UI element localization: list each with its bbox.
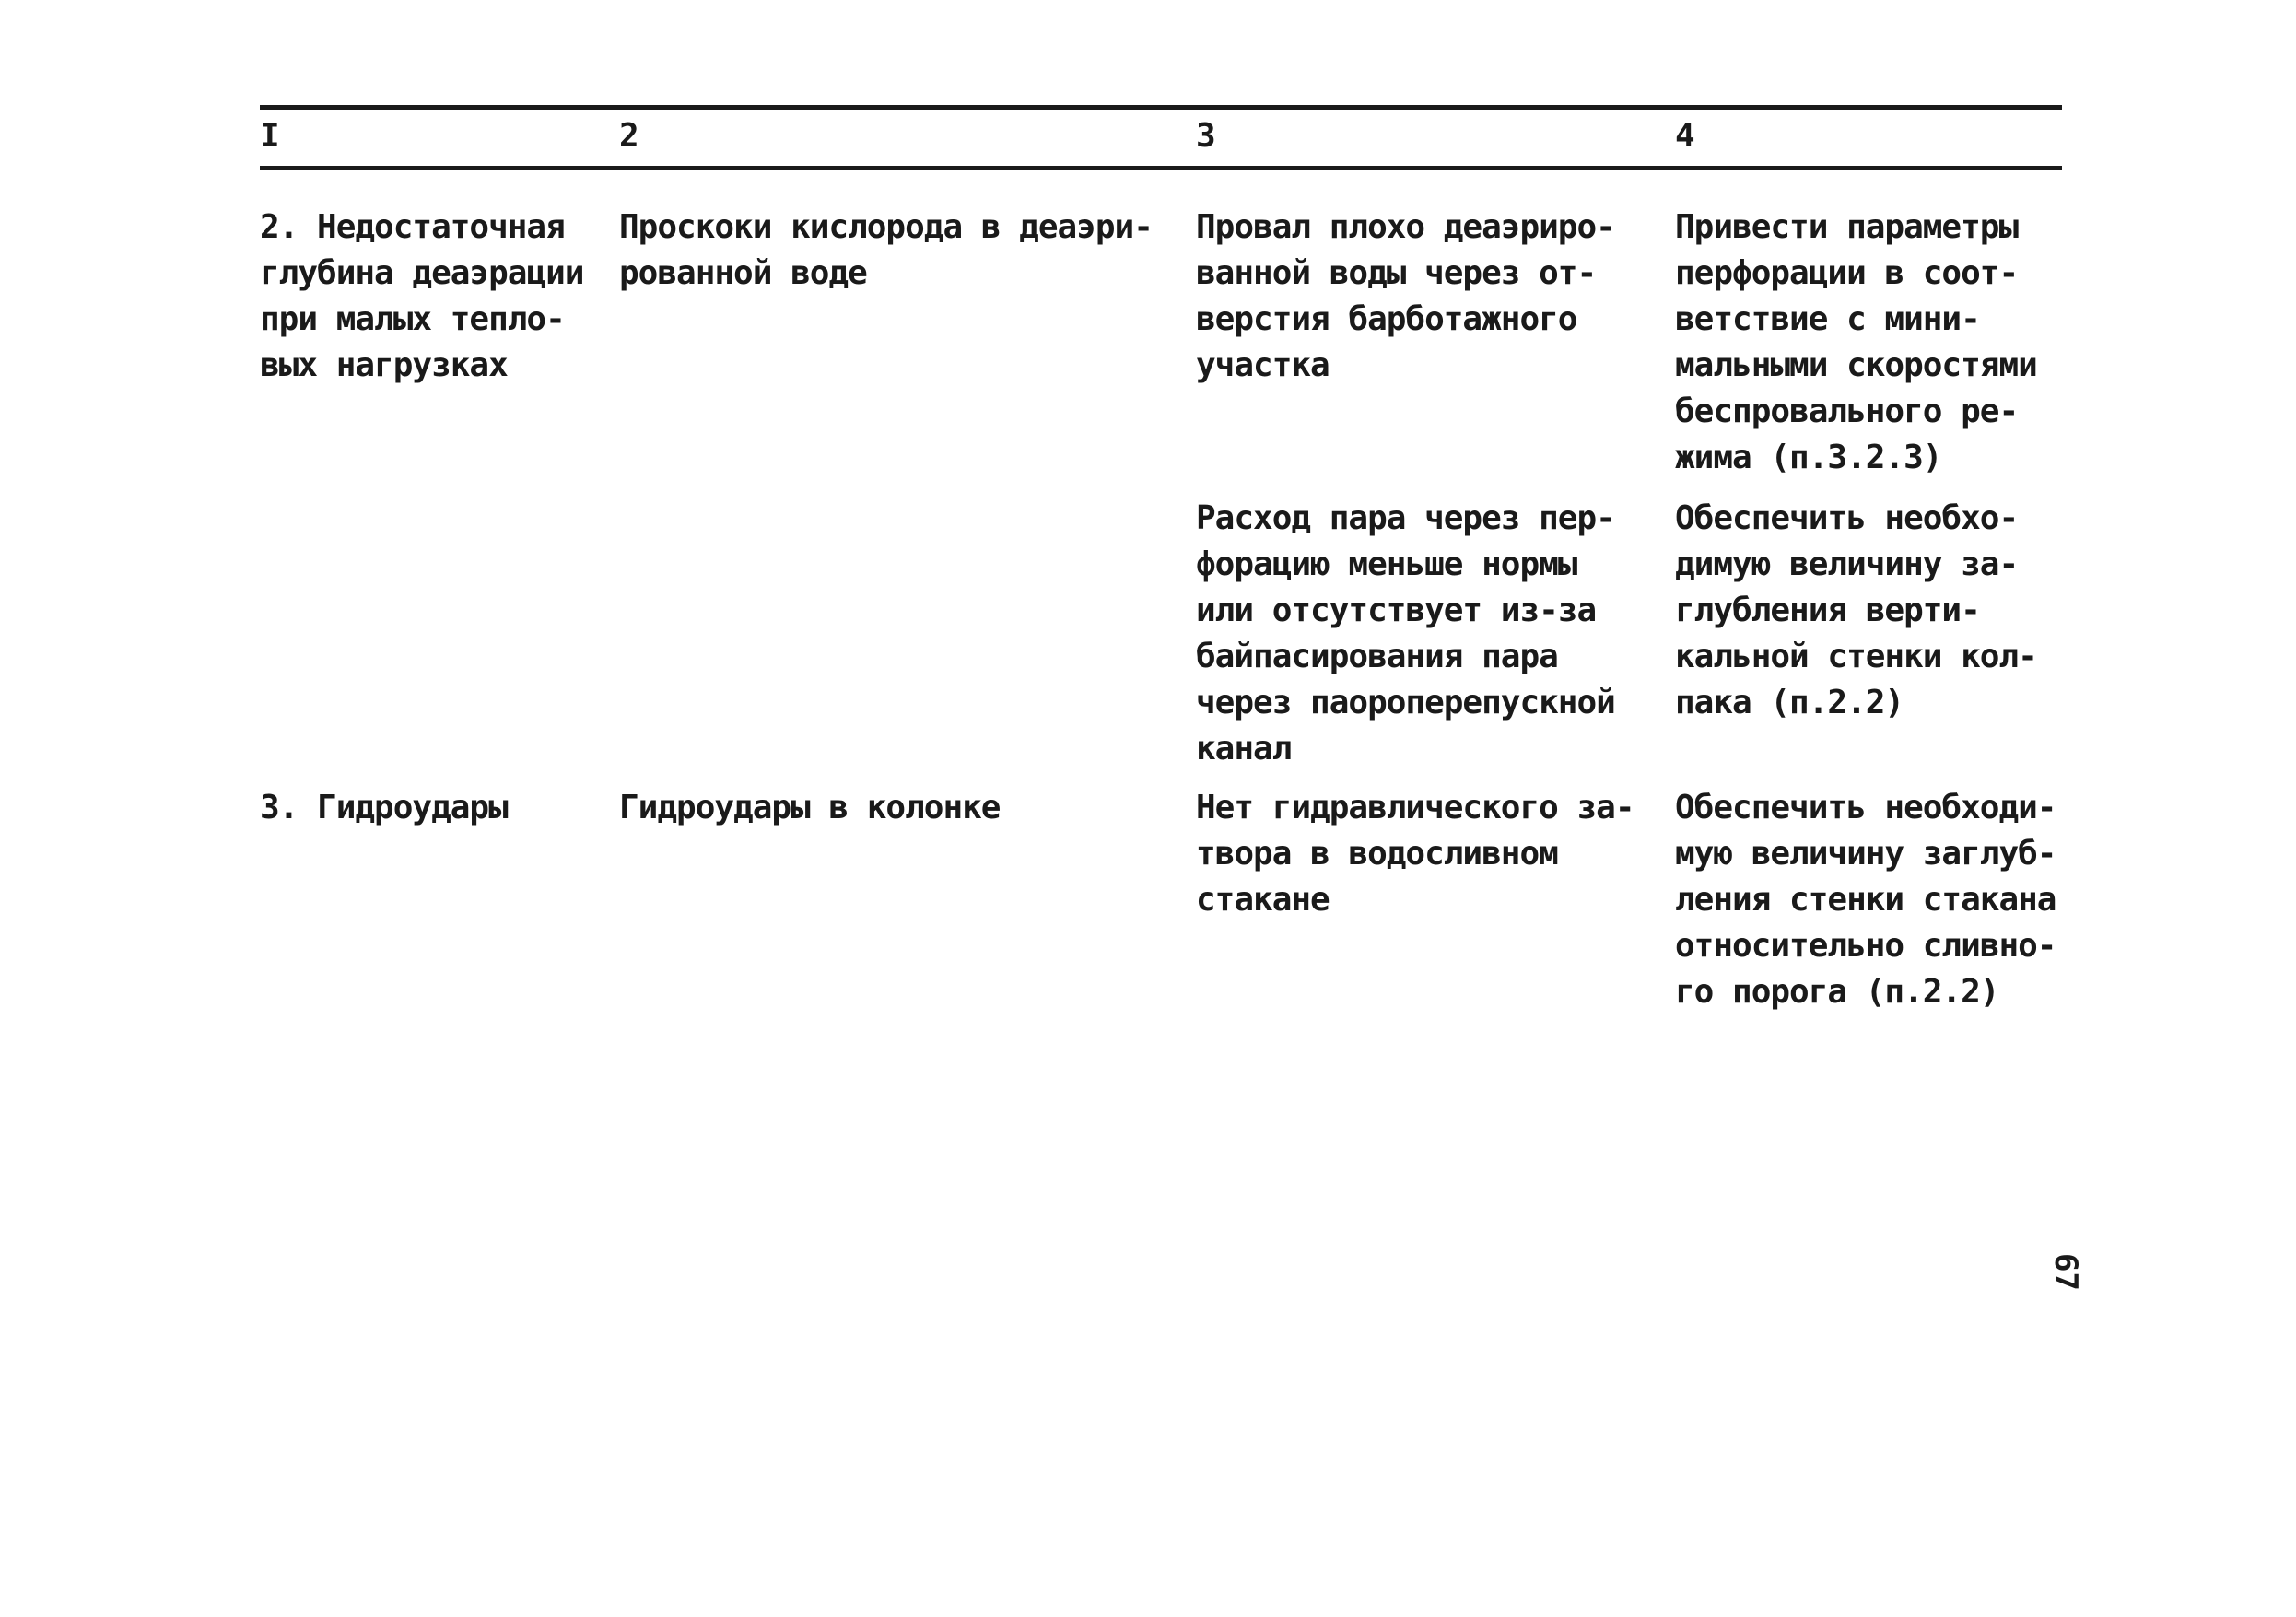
row-2-remedy-1: Привести параметры перфорации в соот- ветствие с мини- мальными скоростями беспровального ре- жима (п.3.2.3)	[1675, 208, 2037, 476]
column-header-2: 2	[619, 117, 639, 155]
row-3-cause-1: Нет гидравлического за- твора в водосливном стакане	[1196, 789, 1634, 919]
column-header-4: 4	[1675, 117, 1695, 155]
row-3-symptom: Гидроудары в колонке	[619, 789, 1001, 826]
row-2-cause-1: Провал плохо деаэриро- ванной воды через от- верстия барботажного участка	[1196, 208, 1615, 384]
column-header-3: 3	[1196, 117, 1216, 155]
row-2-cause-2: Расход пара через пер- форацию меньше нормы или отсутствует из-за байпасирования пара через паороперепускной канал	[1196, 499, 1615, 767]
page-number: 67	[2047, 1253, 2084, 1291]
column-header-1: I	[260, 117, 280, 155]
row-3-remedy-1: Обеспечить необходи- мую величину заглуб- ления стенки стакана относительно сливно- го порога (п.2.2)	[1675, 789, 2056, 1011]
row-2-remedy-2: Обеспечить необхо- димую величину за- глубления верти- кальной стенки кол- пака (п.2.2)	[1675, 499, 2037, 721]
table-top-rule	[260, 105, 2062, 110]
table-header-rule	[260, 166, 2062, 170]
row-3-fault: 3. Гидроудары	[260, 789, 508, 826]
row-2-fault: 2. Недостаточная глубина деаэрации при малых тепло- вых нагрузках	[260, 208, 584, 384]
row-2-symptom: Проскоки кислорода в деаэри- рованной воде	[619, 208, 1153, 292]
